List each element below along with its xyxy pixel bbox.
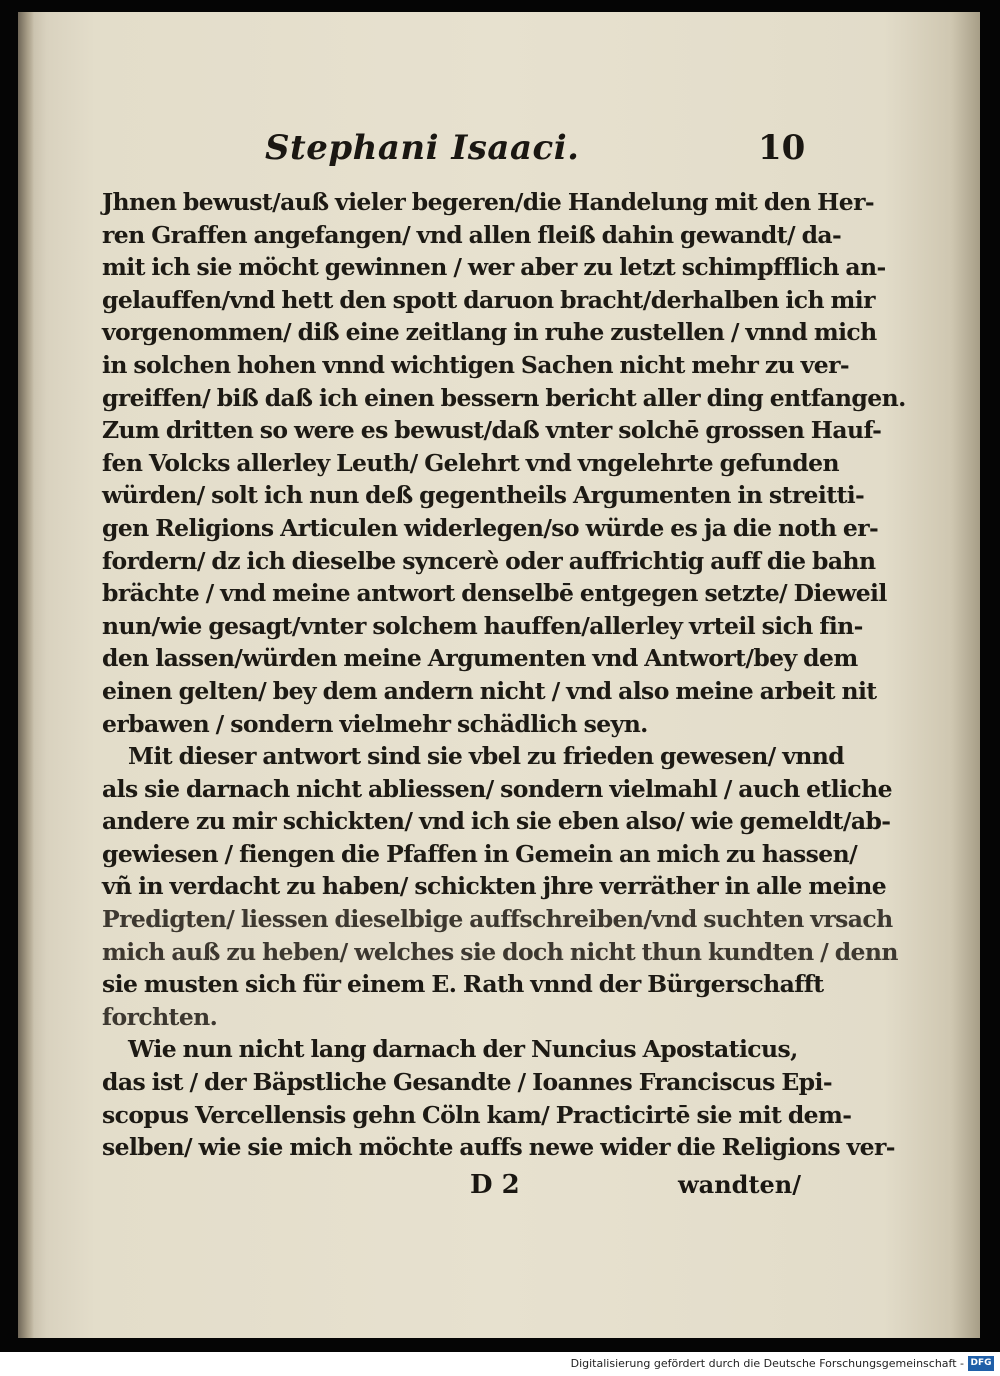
page-number: 10 bbox=[758, 128, 806, 168]
text-line: Jhnen bewust/auß vieler begeren/die Handelung mit den Her- bbox=[102, 188, 875, 216]
text-line: Zum dritten so were es bewust/daß vnter solchē grossen Hauf- bbox=[102, 416, 882, 445]
text-line: in solchen hohen vnnd wichtigen Sachen nicht mehr zu ver- bbox=[102, 350, 849, 379]
text-line: vñ in verdacht zu haben/ schickten jhre verräther in alle meine bbox=[102, 872, 887, 901]
text-line: einen gelten/ bey dem andern nicht / vnd also meine arbeit nit bbox=[102, 676, 877, 705]
text-line: das ist / der Bäpstliche Gesandte / Ioannes Franciscus Epi- bbox=[102, 1068, 832, 1097]
text-line: fen Volcks allerley Leuth/ Gelehrt vnd vngelehrte gefunden bbox=[102, 448, 839, 477]
text-line: vorgenommen/ diß eine zeitlang in ruhe zustellen / vnnd mich bbox=[102, 318, 877, 347]
running-head: Stephani Isaaci. bbox=[265, 128, 580, 168]
text-line: gen Religions Articulen widerlegen/so würde es ja die noth er- bbox=[102, 513, 879, 542]
text-line: forchten. bbox=[102, 1002, 218, 1031]
text-line: gelauffen/vnd hett den spott daruon bracht/derhalben ich mir bbox=[102, 285, 875, 314]
body-text bbox=[102, 186, 906, 1164]
text-line: würden/ solt ich nun deß gegentheils Argumenten in streitti- bbox=[102, 481, 865, 510]
text-line: ren Graffen angefangen/ vnd allen fleiß dahin gewandt/ da- bbox=[102, 220, 842, 249]
text-line: mich auß zu heben/ welches sie doch nicht thun kundten / denn bbox=[102, 937, 898, 966]
paragraph-start-line: Mit dieser antwort sind sie vbel zu frieden gewesen/ vnnd bbox=[128, 742, 845, 771]
text-line: andere zu mir schickten/ vnd ich sie eben also/ wie gemeldt/ab- bbox=[102, 807, 891, 836]
catchword: wandten/ bbox=[678, 1170, 802, 1199]
text-line: nun/wie gesagt/vnter solchem hauffen/allerley vrteil sich fin- bbox=[102, 611, 863, 640]
paragraph-start-line: Wie nun nicht lang darnach der Nuncius Apostaticus, bbox=[128, 1035, 798, 1064]
text-line: greiffen/ biß daß ich einen bessern bericht aller ding entfangen. bbox=[102, 383, 906, 412]
text-line: sie musten sich für einem E. Rath vnnd der Bürgerschafft bbox=[102, 970, 824, 999]
text-line: den lassen/würden meine Argumenten vnd Antwort/bey dem bbox=[102, 644, 858, 673]
text-line: als sie darnach nicht abliessen/ sondern vielmahl / auch etliche bbox=[102, 774, 892, 803]
text-line: selben/ wie sie mich möchte auffs newe wider die Religions ver- bbox=[102, 1133, 895, 1162]
text-line: gewiesen / fiengen die Pfaffen in Gemein an mich zu hassen/ bbox=[102, 839, 858, 868]
text-line: Predigten/ liessen dieselbige auffschreiben/vnd suchten vrsach bbox=[102, 905, 893, 934]
funding-credit: Digitalisierung gefördert durch die Deutsche Forschungsgemeinschaft - bbox=[570, 1357, 964, 1370]
footer-bar bbox=[0, 1352, 1000, 1376]
text-line: erbawen / sondern vielmehr schädlich seyn. bbox=[102, 709, 648, 738]
dfg-logo: DFG bbox=[968, 1356, 994, 1371]
text-line: mit ich sie möcht gewinnen / wer aber zu letzt schimpfflich an- bbox=[102, 253, 886, 282]
text-line: scopus Vercellensis gehn Cöln kam/ Practicirtē sie mit dem- bbox=[102, 1100, 852, 1129]
page-gutter-shadow bbox=[18, 12, 34, 1338]
text-line: brächte / vnd meine antwort denselbē entgegen setzte/ Dieweil bbox=[102, 579, 887, 608]
signature-mark: D 2 bbox=[470, 1170, 520, 1200]
text-line: fordern/ dz ich dieselbe syncerè oder auffrichtig auff die bahn bbox=[102, 546, 876, 575]
